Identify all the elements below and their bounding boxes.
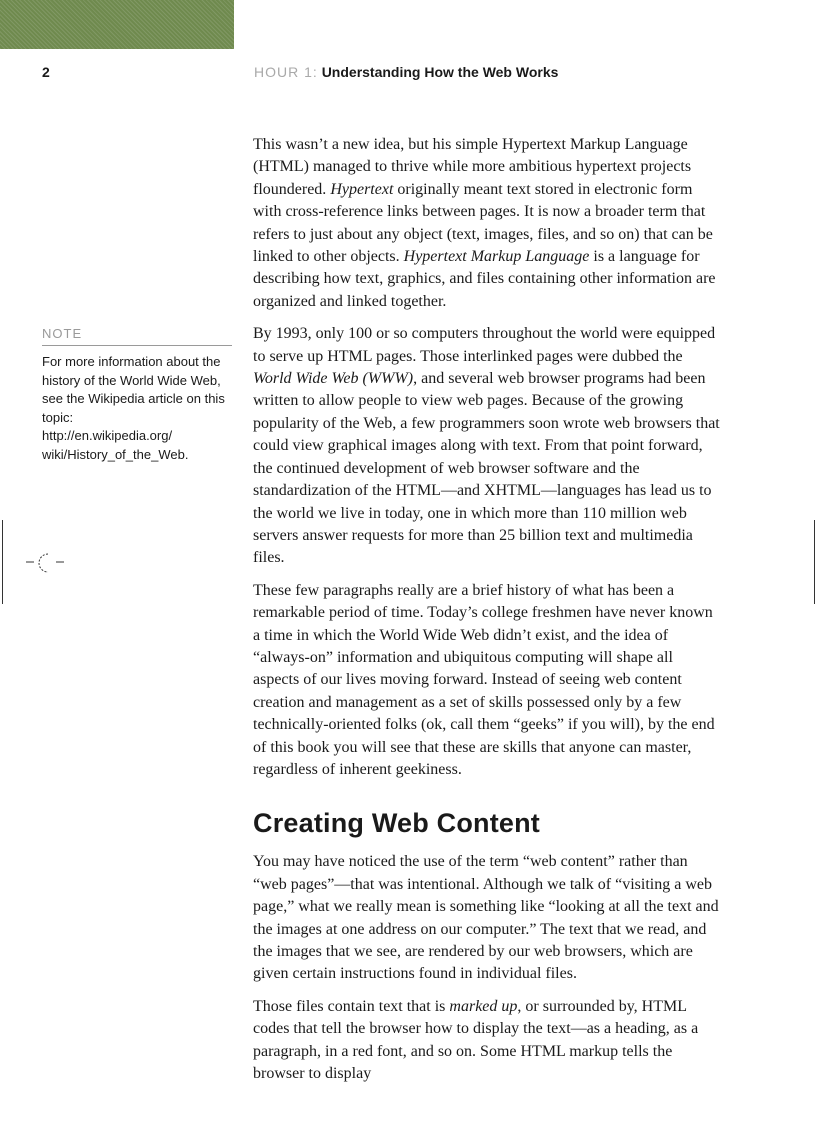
crop-mark-right <box>814 520 815 604</box>
term-hypertext: Hypertext <box>330 180 394 198</box>
note-text: For more information about the history of the World Wide Web, see the Wikipedia article on this topic: <box>42 354 225 425</box>
note-label: NOTE <box>42 326 232 346</box>
term-world-wide-web: World Wide Web (WWW) <box>253 370 414 388</box>
crop-mark-left <box>2 520 3 604</box>
chapter-title: Understanding How the Web Works <box>321 64 559 80</box>
term-hypertext-markup-language: Hypertext Markup Language <box>403 248 590 266</box>
paragraph-web-content: You may have noticed the use of the term “web content” rather than “web pages”—that was intentional. Although we talk of “visiting a web page,” what we really mean is something like “looking at all the text and the images at one address on our computer.” The text that we read, and the images that we see, are rendered by our web browsers, which are given certain instructions found in individual files. <box>253 853 719 983</box>
paragraph-hypertext: This wasn’t a new idea, but his simple Hypertext Markup Language (HTML) managed to thrive while more ambitious hypertext projects floundered. Hypertext originally meant text stored in electronic form with cross-reference links between pages. It is now a broader term that refers to just about any object (text, images, files, and so on) that can be linked to other objects. Hypertext Markup Language is a language for describing how text, graphics, and files containing other information are organized and linked together. <box>253 136 716 310</box>
corner-decoration <box>0 0 234 49</box>
paragraph-www-history: By 1993, only 100 or so computers throughout the world were equipped to serve up HTML pages. Those interlinked pages were dubbed the World Wide Web (WWW), and several web browser programs had been written to allow people to view web pages. Because of the growing popularity of the Web, a few programmers soon wrote web browsers that could view graphical images along with text. From that point forward, the continued development of web browser software and the standardization of the HTML—and XHTML—languages has lead us to the world we live in today, one in which more than 110 million web servers answer requests for more than 25 billion text and multimedia files. <box>253 325 720 567</box>
main-text-column <box>253 134 723 1095</box>
term-marked-up: marked up <box>449 997 518 1015</box>
sidebar-note <box>42 326 232 464</box>
paragraph-brief-history: These few paragraphs really are a brief history of what has been a remarkable period of time. Today’s college freshmen have never known a time in which the World Wide Web didn’t exist, and the idea of “always-on” information and ubiquitous computing will shape all aspects of our lives moving forward. Instead of seeing web content creation and management as a set of skills possessed only by a few technically-oriented folks (ok, call them “geeks” if you will), by the end of this book you will see that these are skills that anyone can master, regardless of inherent geekiness. <box>253 581 715 778</box>
running-header <box>254 64 558 80</box>
note-url-line-1: http://en.wikipedia.org/ <box>42 428 173 443</box>
note-url-line-2: wiki/History_of_the_Web. <box>42 446 189 462</box>
section-heading: Creating Web Content <box>253 808 540 839</box>
hour-label: HOUR 1: <box>254 64 318 80</box>
paragraph-marked-up: Those files contain text that is marked up, or surrounded by, HTML codes that tell the browser how to display the text—as a heading, as a paragraph, in a red font, and so on. Some HTML markup tells the browser to display <box>253 997 699 1083</box>
page-number: 2 <box>42 64 50 80</box>
registration-mark-icon <box>26 550 66 576</box>
